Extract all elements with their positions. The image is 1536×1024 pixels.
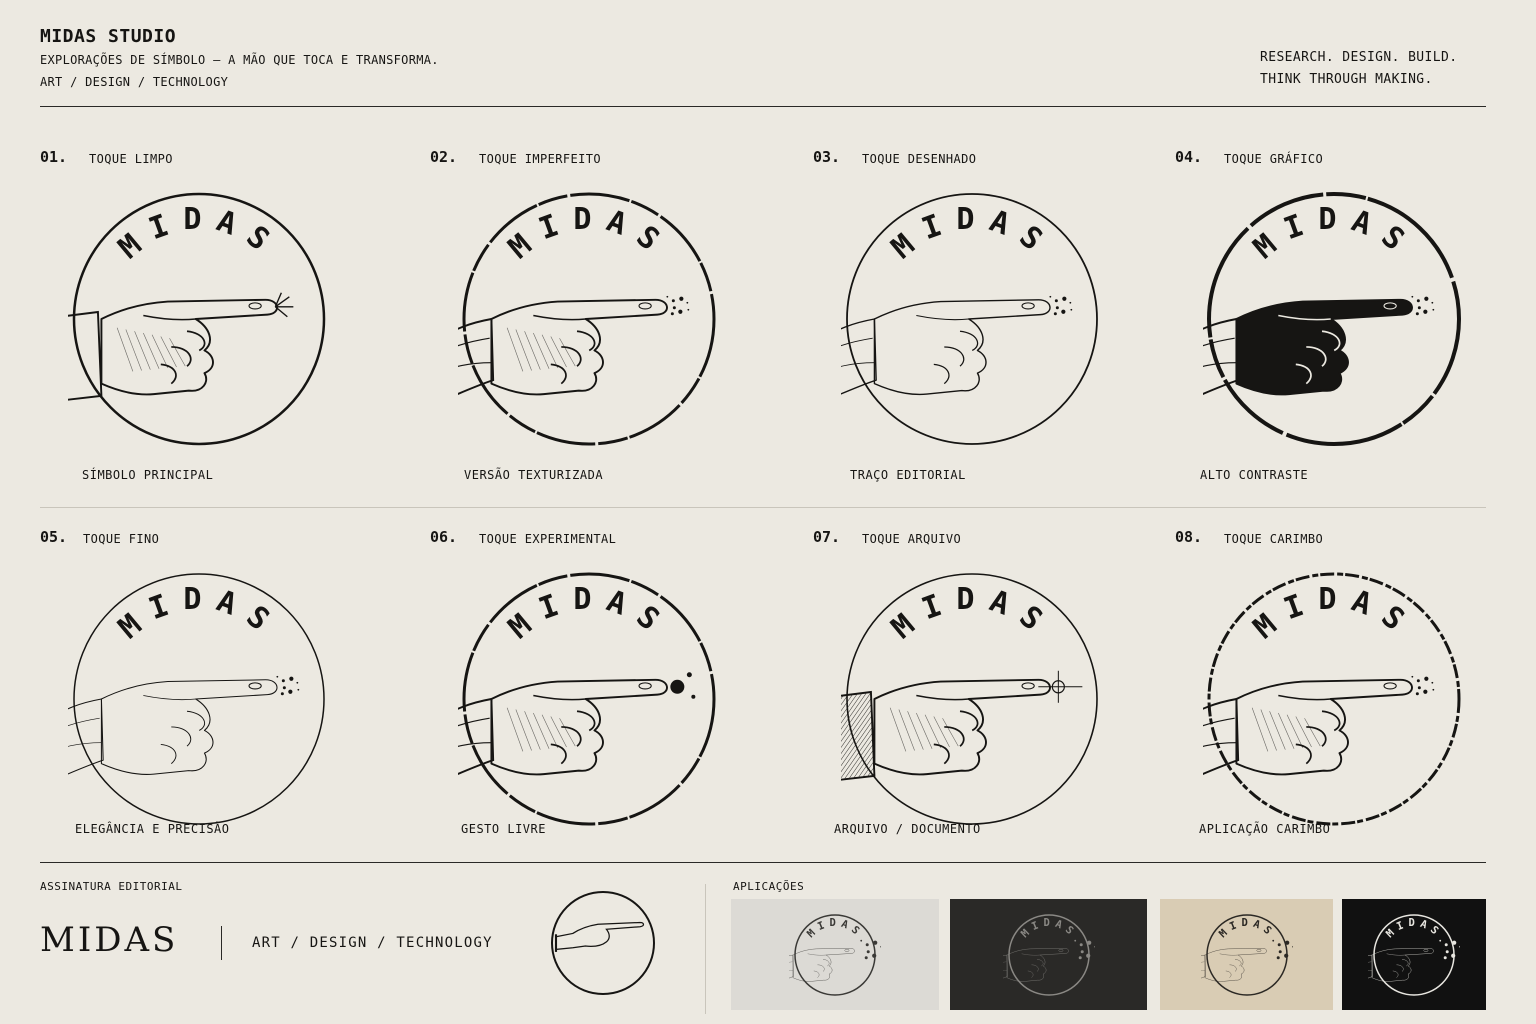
spark-icon <box>1049 296 1072 315</box>
midas-symbol <box>458 568 720 830</box>
application-symbol <box>1201 909 1293 1001</box>
application-tile-paper-emboss[interactable] <box>731 899 939 1010</box>
card-caption: SÍMBOLO PRINCIPAL <box>82 468 214 482</box>
card-title: TOQUE FINO <box>83 532 160 546</box>
symbol-card-3[interactable] <box>813 148 1173 482</box>
symbol-card-4[interactable] <box>1175 148 1535 482</box>
card-title: TOQUE GRÁFICO <box>1224 152 1324 166</box>
spark-icon <box>275 293 293 317</box>
symbol-wordmark: MIDAS <box>1247 202 1421 267</box>
symbol-wordmark: MIDAS <box>112 582 286 647</box>
tagline-line-1: RESEARCH. DESIGN. BUILD. <box>1260 50 1458 65</box>
card-title: TOQUE CARIMBO <box>1224 532 1324 546</box>
symbol-card-6[interactable] <box>430 528 790 858</box>
spark-icon <box>860 939 881 958</box>
symbol-card-5[interactable] <box>40 528 400 858</box>
card-title: TOQUE EXPERIMENTAL <box>479 532 617 546</box>
signature-divider <box>221 926 222 960</box>
symbol-wordmark: MIDAS <box>1383 916 1445 940</box>
symbol-card-8[interactable] <box>1175 528 1535 858</box>
header-rule <box>40 106 1486 107</box>
hand-icon <box>68 680 277 788</box>
application-tile-dark-emboss[interactable] <box>950 899 1147 1010</box>
applications-label: APLICAÇÕES <box>733 880 805 893</box>
spark-icon <box>666 296 689 315</box>
card-number: 08. <box>1175 528 1203 546</box>
brand-tags: ART / DESIGN / TECHNOLOGY <box>40 75 229 89</box>
hand-icon <box>1368 948 1434 986</box>
hand-icon <box>789 948 855 986</box>
hand-icon <box>841 300 1050 408</box>
application-tile-kraft-print[interactable] <box>1160 899 1333 1010</box>
applications-divider <box>705 884 706 1014</box>
midas-symbol <box>841 188 1103 450</box>
footer-rule <box>40 862 1486 863</box>
mini-ring <box>552 892 654 994</box>
card-caption: GESTO LIVRE <box>461 822 546 836</box>
card-title: TOQUE IMPERFEITO <box>479 152 601 166</box>
hand-icon <box>1003 948 1069 986</box>
midas-symbol <box>841 568 1103 830</box>
spark-icon <box>276 676 299 695</box>
card-number: 04. <box>1175 148 1203 166</box>
symbol-card-7[interactable] <box>813 528 1173 858</box>
card-number: 07. <box>813 528 841 546</box>
symbol-wordmark: MIDAS <box>1018 916 1079 940</box>
symbol-wordmark: MIDAS <box>1216 916 1277 940</box>
card-title: TOQUE LIMPO <box>89 152 173 166</box>
mini-hand-icon <box>556 923 643 952</box>
symbol-card-1[interactable] <box>40 148 400 482</box>
symbol-card-2[interactable] <box>430 148 790 482</box>
card-number: 05. <box>40 528 68 546</box>
midas-symbol <box>68 568 330 830</box>
symbol-wordmark: MIDAS <box>502 202 676 267</box>
midas-symbol <box>1203 188 1465 450</box>
midas-symbol <box>458 188 720 450</box>
card-title: TOQUE DESENHADO <box>862 152 977 166</box>
tagline <box>1260 47 1457 91</box>
symbol-wordmark: MIDAS <box>112 202 286 267</box>
card-caption: ELEGÂNCIA E PRECISÃO <box>75 822 230 836</box>
card-title: TOQUE ARQUIVO <box>862 532 962 546</box>
application-symbol <box>1003 909 1095 1001</box>
application-tile-black-card[interactable] <box>1342 899 1486 1010</box>
spark-icon <box>1038 671 1082 703</box>
row-divider <box>40 507 1486 508</box>
application-symbol <box>789 909 881 1001</box>
symbol-wordmark: MIDAS <box>885 202 1059 267</box>
symbol-wordmark: MIDAS <box>885 582 1059 647</box>
brand-subtitle: EXPLORAÇÕES DE SÍMBOLO — A MÃO QUE TOCA E TRANSFORMA. <box>40 53 439 67</box>
hand-icon <box>1201 948 1267 986</box>
signature-wordmark: MIDAS <box>40 920 179 960</box>
card-number: 02. <box>430 148 458 166</box>
card-number: 06. <box>430 528 458 546</box>
spark-icon <box>1272 939 1293 958</box>
brand-title: MIDAS STUDIO <box>40 26 177 47</box>
card-number: 03. <box>813 148 841 166</box>
signature-mini-symbol <box>548 888 658 998</box>
symbol-wordmark: MIDAS <box>502 582 676 647</box>
signature-tags: ART / DESIGN / TECHNOLOGY <box>252 935 493 951</box>
spark-icon <box>670 672 695 699</box>
card-number: 01. <box>40 148 68 166</box>
symbol-wordmark: MIDAS <box>1247 582 1421 647</box>
spark-icon <box>1074 939 1095 958</box>
hand-icon <box>458 680 667 788</box>
tagline-line-2: THINK THROUGH MAKING. <box>1260 72 1433 87</box>
spark-icon <box>1411 296 1434 315</box>
card-caption: APLICAÇÃO CARIMBO <box>1199 822 1331 836</box>
midas-symbol <box>1203 568 1465 830</box>
signature-label: ASSINATURA EDITORIAL <box>40 880 183 893</box>
midas-symbol <box>68 188 330 450</box>
hand-icon <box>68 300 277 401</box>
card-caption: VERSÃO TEXTURIZADA <box>464 468 604 482</box>
application-symbol <box>1368 909 1460 1001</box>
spark-icon <box>1439 939 1460 958</box>
hand-icon <box>458 300 667 408</box>
spark-icon <box>1411 676 1434 695</box>
hand-icon <box>841 680 1050 781</box>
hand-icon <box>1203 680 1412 788</box>
card-caption: ARQUIVO / DOCUMENTO <box>834 822 981 836</box>
symbol-wordmark: MIDAS <box>804 916 866 940</box>
card-caption: TRAÇO EDITORIAL <box>850 468 966 482</box>
card-caption: ALTO CONTRASTE <box>1200 468 1309 482</box>
